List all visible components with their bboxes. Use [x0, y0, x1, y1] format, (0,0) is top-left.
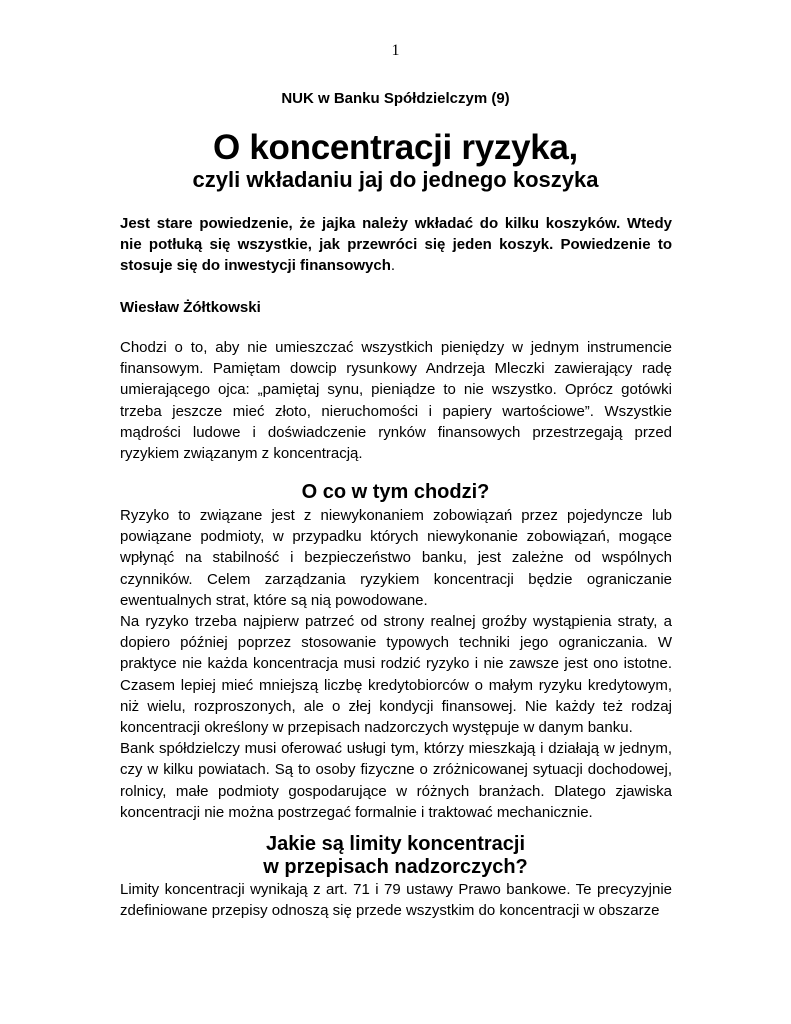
section-what-is-it-body	[120, 505, 672, 823]
paragraph: Ryzyko to związane jest z niewykonaniem zobowiązań przez pojedyncze lub powiązane podmioty, w przypadku których niewykonanie zobowiązań, mogące wpłynąć na stabilność i bezpieczeństwo banku, jest zależne od wspólnych czynników. Celem zarządzania ryzykiem koncentracji będzie ograniczanie ewentualnych strat, które są nią powodowane.	[120, 507, 672, 609]
article-title: O koncentracji ryzyka,	[213, 128, 578, 167]
section-heading-limits	[0, 833, 791, 879]
paragraph: Chodzi o to, aby nie umieszczać wszystkich pieniędzy w jednym instrumencie finansowym. Pamiętam dowcip rysunkowy Andrzeja Mleczki zawierający radę umierającego ojca: „pamiętaj synu, pieniądze to nie wszystko. Oprócz gotówki trzeba jeszcze mieć złoto, nieruchomości i papiery wartościowe”. Wszystkie mądrości ludowe i doświadczenie rynków finansowych przestrzegają przed ryzykiem związanym z koncentracją.	[120, 339, 672, 463]
lead-end-text: .	[390, 257, 396, 274]
section-heading-line: Jakie są limity koncentracji	[265, 833, 526, 855]
author-name: Wiesław Żółtkowski	[120, 299, 261, 316]
paragraph: Bank spółdzielczy musi oferować usługi tym, którzy mieszkają i działają w jednym, czy w kilku powiatach. Są to osoby fizyczne o zróżnicowanej sytuacji dochodowej, rolnicy, małe podmioty gospodarujące w różnych branżach. Dlatego zjawiska koncentracji nie można postrzegać formalnie i traktować mechanicznie.	[120, 740, 672, 821]
series-label: NUK w Banku Spółdzielczym (9)	[281, 90, 510, 107]
article-subtitle: czyli wkładaniu jaj do jednego koszyka	[192, 167, 599, 192]
section-heading-what-is-it: O co w tym chodzi?	[301, 481, 490, 503]
section-limits-body	[120, 879, 672, 921]
page-number: 1	[391, 42, 400, 59]
paragraph: Limity koncentracji wynikają z art. 71 i 79 ustawy Prawo bankowe. Te precyzyjnie zdefiniowane przepisy odnoszą się przede wszystkim do koncentracji w obszarze	[120, 881, 672, 920]
lead-paragraph	[120, 213, 672, 276]
lead-bold-text: Jest stare powiedzenie, że jajka należy wkładać do kilku koszyków. Wtedy nie potłuką się wszystkie, jak przewróci się jeden koszyk. Powiedzenie to stosuje się do inwestycji finansowych	[120, 215, 672, 274]
section-heading-line: w przepisach nadzorczych?	[263, 856, 528, 878]
paragraph: Na ryzyko trzeba najpierw patrzeć od strony realnej groźby wystąpienia straty, a dopiero później poprzez stosowanie typowych techniki jego ograniczania. W praktyce nie każda koncentracja musi rodzić ryzyko i nie zawsze jest ono istotne. Czasem lepiej mieć mniejszą liczbę kredytobiorców o małym ryzyku kredytowym, niż wielu, rozproszonych, ale o złej kondycji finansowej. Nie każdy też rodzaj koncentracji określony w przepisach nadzorczych występuje w danym banku.	[120, 613, 672, 737]
intro-paragraph	[120, 337, 672, 464]
